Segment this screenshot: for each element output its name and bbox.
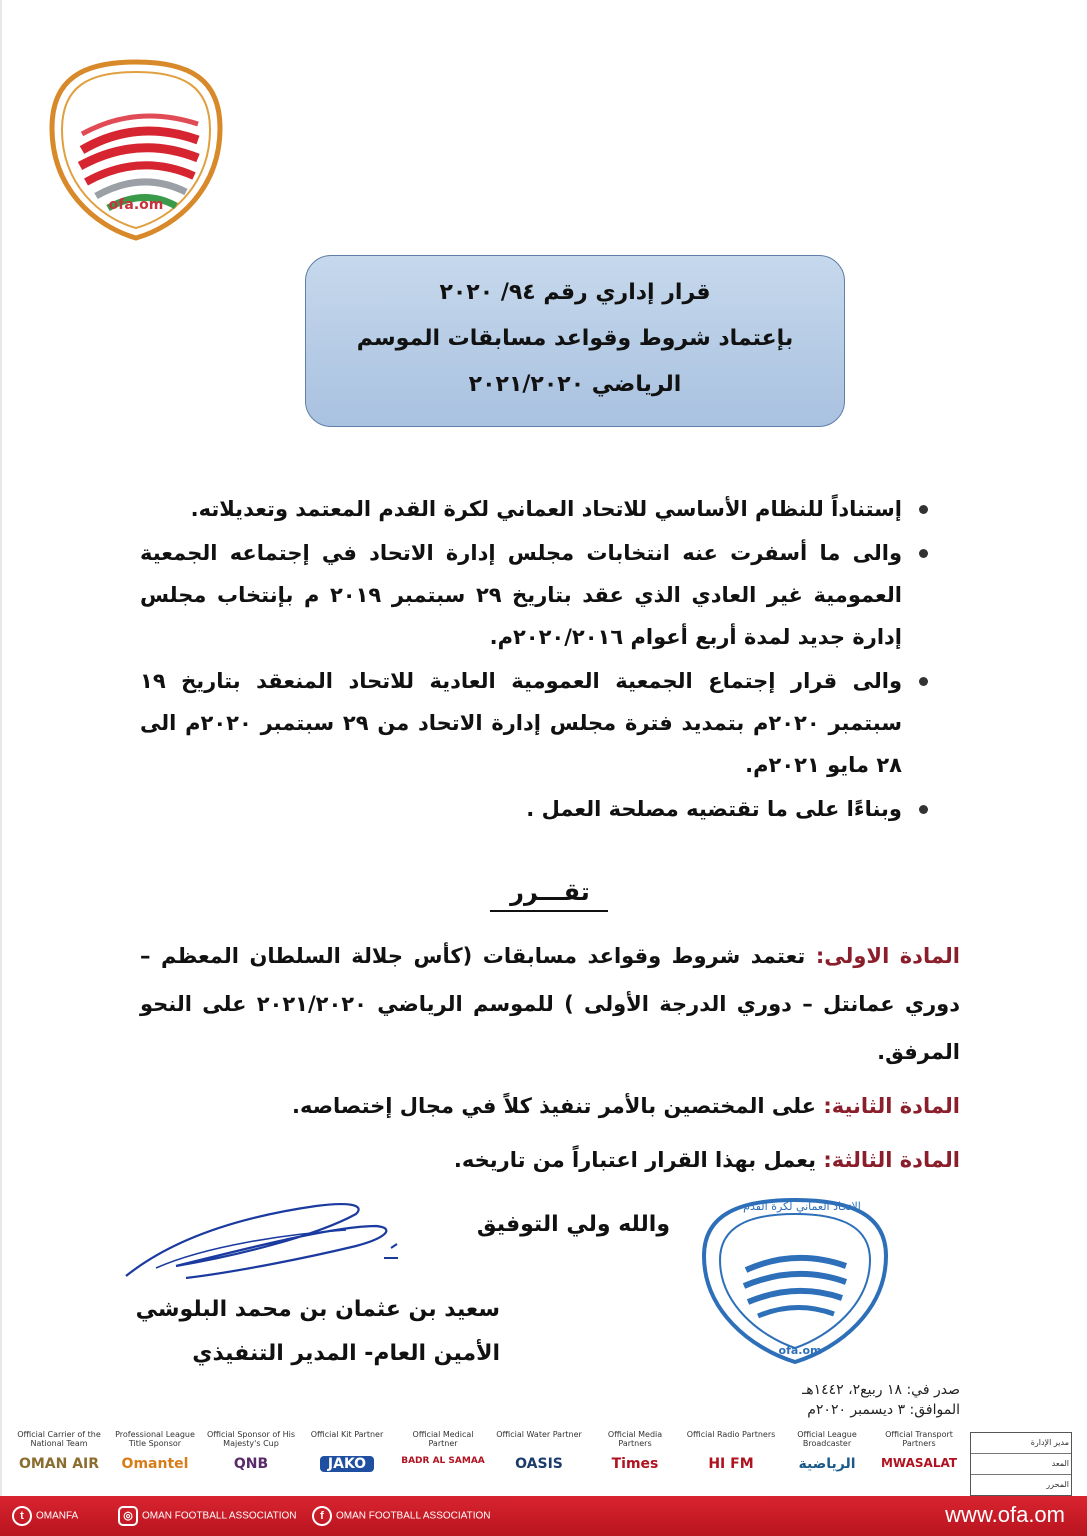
- signer-name: سعيد بن عثمان بن محمد البلوشي: [135, 1297, 500, 1322]
- preamble-text: وبناءًا على ما تقتضيه مصلحة العمل .: [526, 797, 902, 821]
- decision-title-box: [305, 255, 845, 427]
- article-3: [140, 1136, 960, 1184]
- stamp-text: ofa.om: [778, 1344, 822, 1357]
- bullet-icon: [919, 677, 928, 686]
- sponsor: [874, 1430, 964, 1470]
- footer-bar: [0, 1496, 1087, 1536]
- sponsor-caption: Official Medical Partner: [412, 1430, 474, 1448]
- bullet-icon: [919, 549, 928, 558]
- issue-dates: [700, 1380, 960, 1420]
- footer-facebook[interactable]: [312, 1506, 490, 1526]
- sponsor-logo: QNB: [233, 1456, 269, 1472]
- signature-icon: [116, 1196, 416, 1296]
- article-label: المادة الثالثة:: [823, 1148, 960, 1172]
- preamble-text: والى قرار إجتماع الجمعية العمومية العادية للاتحاد المنعقد بتاريخ ١٩ سبتمبر ٢٠٢٠م بتمديد فترة مجلس إدارة الاتحاد من ٢٩ سبتمبر ٢٠٢٠م الى ٢٨ مايو ٢٠٢١م.: [140, 669, 902, 777]
- heading-underline: [490, 910, 608, 912]
- sponsor-caption: Official Media Partners: [607, 1430, 663, 1448]
- sponsor-caption: Official League Broadcaster: [797, 1430, 857, 1448]
- decision-heading: تقـــرر: [510, 878, 590, 906]
- sponsor: [494, 1430, 584, 1472]
- sponsor-caption: Official Carrier of the National Team: [17, 1430, 101, 1448]
- sponsor-logo: الرياضية: [798, 1456, 856, 1472]
- signer-title: الأمين العام- المدير التنفيذي: [192, 1341, 500, 1366]
- sponsor: [110, 1430, 200, 1472]
- decision-subject-line1: بإعتماد شروط وقواعد مسابقات الموسم: [356, 326, 794, 351]
- sponsor: [398, 1430, 488, 1466]
- sponsor-logo: OASIS: [515, 1456, 563, 1472]
- logo-text: ofa.om: [108, 197, 164, 213]
- sponsor: [14, 1430, 104, 1472]
- decision-number: قرار إداري رقم ٩٤/ ٢٠٢٠: [439, 280, 711, 305]
- sponsor-logo: JAKO: [320, 1456, 374, 1472]
- routing-row: المحرر: [1046, 1480, 1069, 1489]
- articles: [140, 932, 960, 1190]
- stamp-arabic: الاتحاد العماني لكرة القدم: [743, 1200, 861, 1213]
- article-label: المادة الثانية:: [823, 1094, 960, 1118]
- sponsor: [206, 1430, 296, 1472]
- website-link[interactable]: www.ofa.om: [945, 1502, 1065, 1527]
- sponsor-caption: Official Radio Partners: [686, 1430, 776, 1439]
- twitter-icon: t: [12, 1506, 32, 1526]
- routing-row: مدير الإدارة: [971, 1433, 1071, 1454]
- bullet-icon: [919, 505, 928, 514]
- sponsor: [686, 1430, 776, 1472]
- facebook-icon: f: [312, 1506, 332, 1526]
- footer-instagram[interactable]: [118, 1506, 296, 1526]
- preamble-item: [140, 660, 930, 786]
- sponsor-caption: Official Kit Partner: [310, 1430, 384, 1439]
- preamble-text: والى ما أسفرت عنه انتخابات مجلس إدارة الاتحاد في إجتماعه الجمعية العمومية غير العادي الذي عقد بتاريخ ٢٩ سبتمبر ٢٠١٩ م بإنتخاب مجلس إدارة جديد لمدة أربع أعوام ٢٠٢٠/٢٠١٦م.: [140, 541, 902, 649]
- sponsor-logo: OMAN AIR: [18, 1456, 100, 1472]
- sponsor-caption: Official Transport Partners: [885, 1430, 953, 1448]
- issued-date: صدر في: ١٨ ربيع٢، ١٤٤٢هـ: [802, 1382, 960, 1398]
- decision-subject-line2: الرياضي ٢٠٢١/٢٠٢٠: [468, 372, 682, 397]
- routing-table: [970, 1432, 1072, 1496]
- article-text: يعمل بهذا القرار اعتباراً من تاريخه.: [453, 1148, 824, 1172]
- sponsor: [590, 1430, 680, 1472]
- article-2: [140, 1082, 960, 1130]
- signer-block: [100, 1288, 500, 1376]
- scan-edge: [0, 0, 2, 1536]
- ofa-logo-icon: [48, 58, 224, 242]
- corresponding-date: الموافق: ٣ ديسمبر ٢٠٢٠م: [807, 1402, 960, 1418]
- preamble-list: [140, 488, 930, 830]
- sponsor-caption: Professional League Title Sponsor: [115, 1430, 195, 1448]
- closing-phrase: والله ولي التوفيق: [476, 1212, 670, 1237]
- routing-row: المعد: [971, 1454, 1071, 1475]
- sponsor: [302, 1430, 392, 1472]
- sponsor-logo: MWASALAT: [880, 1456, 958, 1470]
- footer-twitter[interactable]: [12, 1506, 78, 1526]
- preamble-item: [140, 532, 930, 658]
- preamble-item: [140, 788, 930, 830]
- instagram-handle: OMAN FOOTBALL ASSOCIATION: [142, 1510, 297, 1522]
- preamble-item: [140, 488, 930, 530]
- sponsor-caption: Official Sponsor of His Majesty's Cup: [207, 1430, 295, 1448]
- article-1: [140, 932, 960, 1076]
- sponsor-logo: Times: [611, 1456, 659, 1472]
- sponsor-logo: BADR AL SAMAA: [401, 1456, 485, 1466]
- preamble-text: إستناداً للنظام الأساسي للاتحاد العماني لكرة القدم المعتمد وتعديلاته.: [190, 497, 902, 521]
- facebook-handle: OMAN FOOTBALL ASSOCIATION: [336, 1510, 491, 1522]
- twitter-handle: OMANFA: [36, 1510, 79, 1522]
- instagram-icon: ◎: [118, 1506, 138, 1526]
- sponsors-row: [14, 1430, 964, 1492]
- sponsor-logo: HI FM: [708, 1456, 754, 1472]
- bullet-icon: [919, 805, 928, 814]
- article-text: تعتمد شروط وقواعد مسابقات (كأس جلالة السلطان المعظم – دوري عمانتل – دوري الدرجة الأولى ) للموسم الرياضي ٢٠٢١/٢٠٢٠ على النحو المرفق.: [140, 944, 960, 1064]
- article-label: المادة الاولى:: [815, 944, 961, 968]
- sponsor: [782, 1430, 872, 1472]
- sponsor-logo: Omantel: [121, 1456, 189, 1472]
- article-text: على المختصين بالأمر تنفيذ كلاً في مجال إختصاصه.: [292, 1094, 824, 1118]
- sponsor-caption: Official Water Partner: [496, 1430, 582, 1439]
